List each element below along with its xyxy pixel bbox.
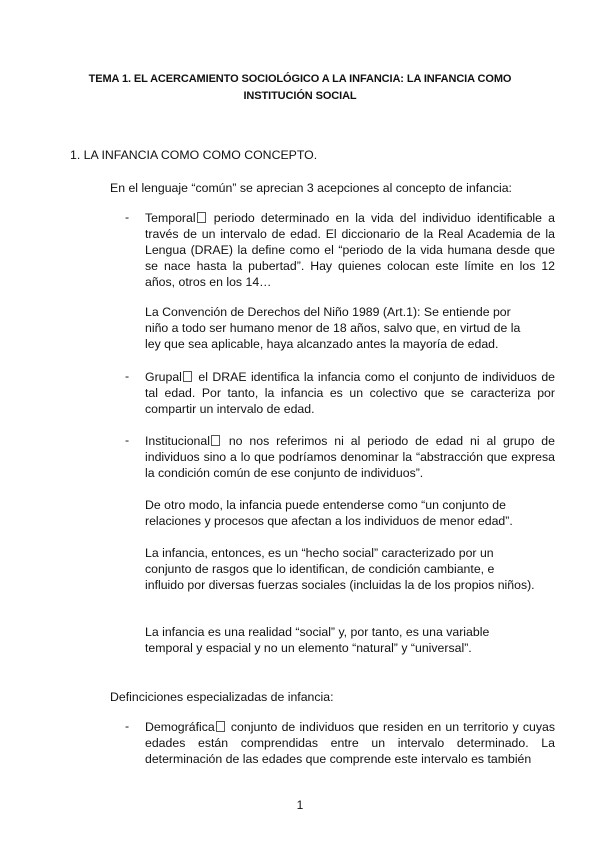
bullet-label: Grupal	[145, 370, 182, 384]
page-number: 1	[296, 798, 304, 812]
title-line-2: INSTITUCIÓN SOCIAL	[243, 90, 357, 102]
bullet-temporal-text	[145, 210, 555, 290]
missing-glyph-icon	[197, 212, 206, 223]
intro-paragraph: En el lenguaje “común” se aprecian 3 acepciones al concepto de infancia:	[110, 181, 512, 195]
convencion-paragraph: La Convención de Derechos del Niño 1989 (Art.1): Se entiende por niño a todo ser humano menor de 18 años, salvo que, en virtud de la ley que sea aplicable, haya alcanzado antes la mayoría de edad.	[145, 305, 521, 351]
bullet-label: Temporal	[145, 211, 196, 225]
section-heading: 1. LA INFANCIA COMO COMO CONCEPTO.	[70, 148, 318, 162]
bullet-body: el DRAE identifica la infancia como el conjunto de individuos de tal edad. Por tanto, la infancia es un colectivo que se caracteriza por compartir un intervalo de edad.	[145, 370, 555, 416]
bullet-dash: -	[125, 719, 130, 733]
bullet-dash: -	[125, 369, 130, 383]
bullet-grupal-text	[145, 369, 555, 417]
title-line-1: TEMA 1. EL ACERCAMIENTO SOCIOLÓGICO A LA INFANCIA: LA INFANCIA COMO	[88, 73, 512, 85]
bullet-body: no nos referimos ni al periodo de edad ni al grupo de individuos sino a lo que podríamos denominar la “abstracción que expresa la condición común de ese conjunto de individuos”.	[145, 434, 555, 480]
bullet-dash: -	[125, 210, 130, 224]
missing-glyph-icon	[211, 435, 220, 446]
paragraph-relaciones: De otro modo, la infancia puede entenderse como “un conjunto de relaciones y procesos que afectan a los individuos de menor edad”.	[145, 498, 513, 528]
paragraph-realidad-social: La infancia es una realidad “social” y, por tanto, es una variable temporal y espacial y no un elemento “natural” y “universal”.	[145, 625, 490, 655]
bullet-body: conjunto de individuos que residen en un territorio y cuyas edades están comprendidas entre un intervalo determinado. La determinación de las edades que comprende este intervalo es también	[145, 720, 555, 766]
bullet-dash: -	[125, 433, 130, 447]
bullet-label: Demográfica	[145, 720, 215, 734]
missing-glyph-icon	[216, 721, 225, 732]
bullet-label: Institucional	[145, 434, 210, 448]
paragraph-hecho-social: La infancia, entonces, es un “hecho social” caracterizado por un conjunto de rasgos que lo identifican, de condición cambiante, e influido por diversas fuerzas sociales (incluidas la de los propios niños).	[145, 546, 535, 592]
missing-glyph-icon	[183, 371, 192, 382]
definiciones-heading: Definciciones especializadas de infancia:	[110, 690, 334, 704]
bullet-body: periodo determinado en la vida del individuo identificable a través de un intervalo de edad. El diccionario de la Real Academia de la Lengua (DRAE) la define como el “periodo de la vida humana desde que se nace hasta la pubertad”. Hay quienes colocan este límite en los 12 años, otros en los 14…	[145, 211, 555, 289]
document-title	[60, 71, 540, 105]
bullet-demografica-text	[145, 719, 555, 767]
bullet-institucional-text	[145, 433, 555, 481]
